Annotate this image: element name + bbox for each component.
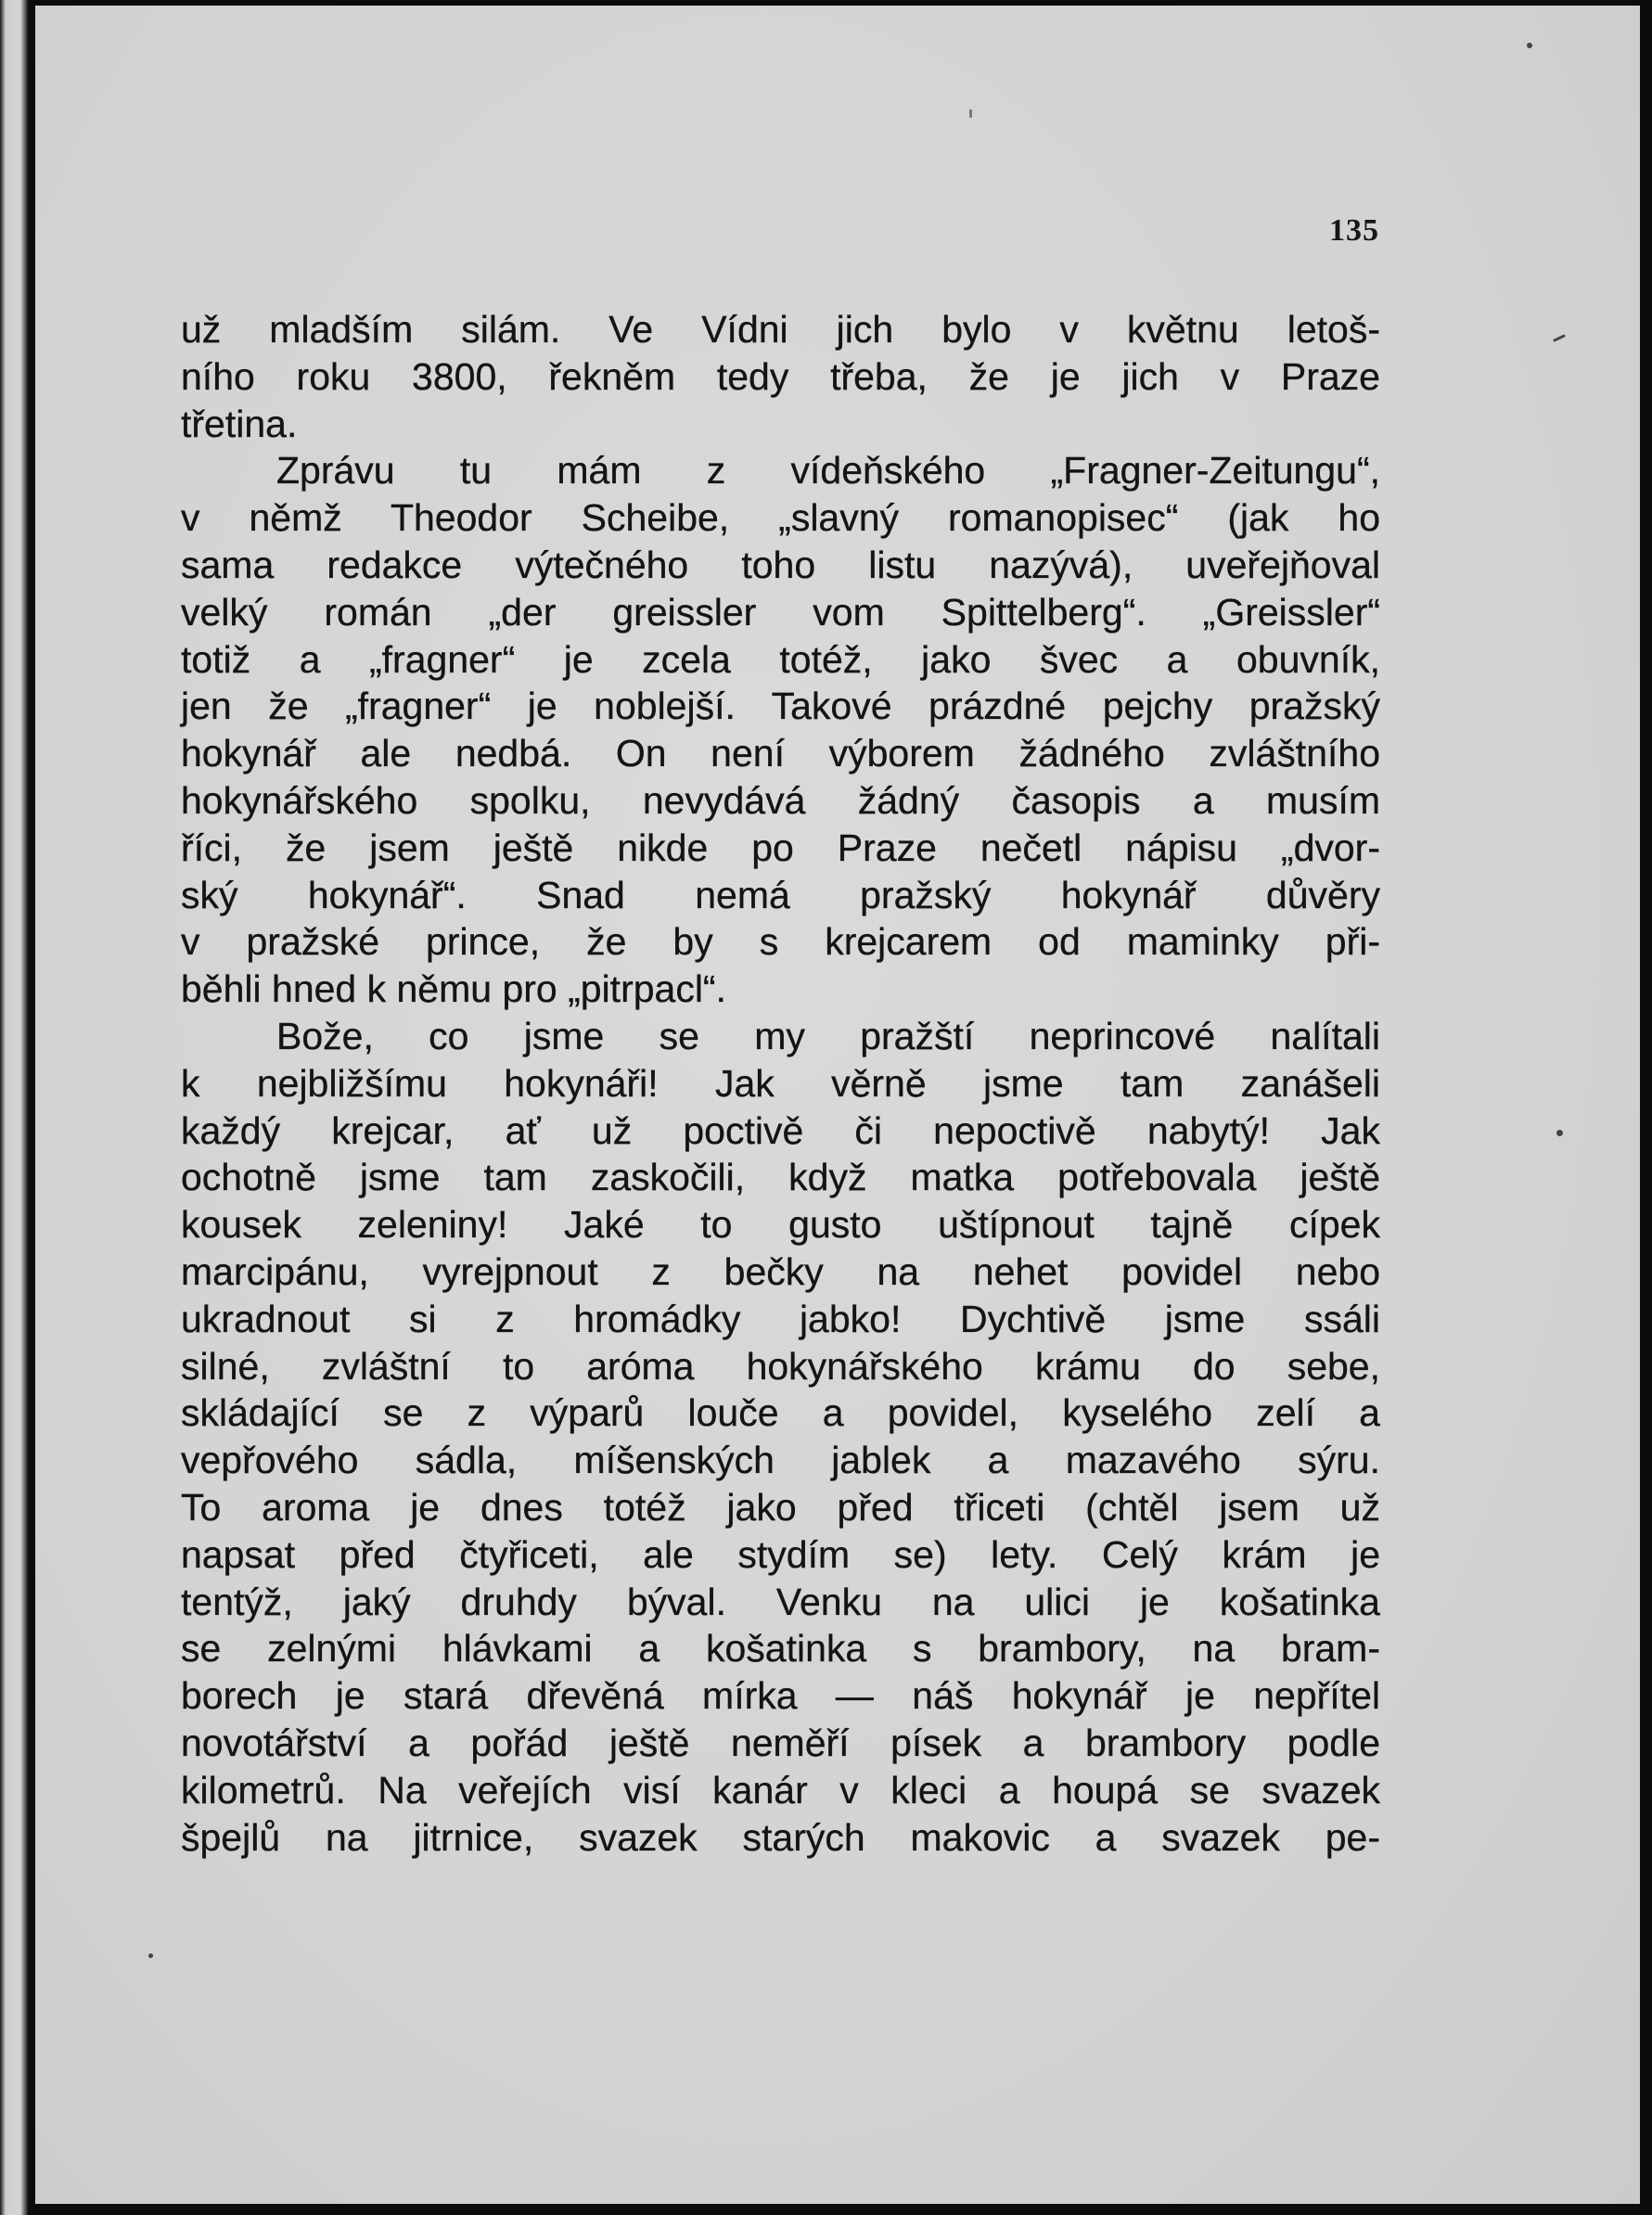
text-line: špejlů na jitrnice, svazek starých makovic a svazek pe- (181, 1815, 1380, 1859)
text-line: ský hokynář“. Snad nemá pražský hokynář důvěry (181, 873, 1380, 916)
page-number: 135 (1329, 213, 1379, 248)
paper-speck (1553, 334, 1566, 342)
book-page (35, 6, 1640, 2204)
text-line: každý krejcar, ať už poctivě či nepoctivě nabytý! Jak (181, 1108, 1380, 1152)
text-line: tentýž, jaký druhdy býval. Venku na ulici je košatinka (181, 1580, 1380, 1623)
text-line: sama redakce výtečného toho listu nazývá), uveřejňoval (181, 543, 1380, 586)
paper-speck (148, 1953, 153, 1958)
text-line: totiž a „fragner“ je zcela totéž, jako švec a obuvník, (181, 637, 1380, 681)
previous-page-edge (0, 0, 28, 2215)
text-line: Bože, co jsme se my pražští neprincové nalítali (276, 1014, 1380, 1057)
text-line: v pražské prince, že by s krejcarem od maminky při- (181, 920, 1380, 964)
paper-speck (1556, 1130, 1563, 1136)
text-line: borech je stará dřevěná mírka — náš hokynář je nepřítel (181, 1674, 1380, 1718)
text-line: vepřového sádla, míšenských jablek a mazavého sýru. (181, 1439, 1380, 1482)
text-line: třetina. (181, 402, 298, 445)
text-line: skládající se z výparů louče a povidel, kyselého zelí a (181, 1391, 1380, 1435)
text-line: napsat před čtyřiceti, ale stydím se) lety. Celý krám je (181, 1532, 1380, 1576)
text-line: velký román „der greissler vom Spittelberg“. „Greissler“ (181, 590, 1380, 634)
text-line: silné, zvláštní to aróma hokynářského krámu do sebe, (181, 1344, 1380, 1388)
text-line: ochotně jsme tam zaskočili, když matka potřebovala ještě (181, 1156, 1380, 1199)
text-line: marcipánu, vyrejpnout z bečky na nehet povidel nebo (181, 1249, 1380, 1293)
text-line: Zprávu tu mám z vídeňského „Fragner-Zeitungu“, (276, 449, 1380, 493)
text-line: kousek zeleniny! Jaké to gusto uštípnout tajně cípek (181, 1203, 1380, 1247)
paper-speck (1527, 43, 1532, 48)
text-line: v němž Theodor Scheibe, „slavný romanopisec“ (jak ho (181, 496, 1380, 540)
text-line: ukradnout si z hromádky jabko! Dychtivě jsme ssáli (181, 1297, 1380, 1340)
text-line: už mladším silám. Ve Vídni jich bylo v květnu letoš- (181, 308, 1380, 351)
text-line: kilometrů. Na veřejích visí kanár v kleci a houpá se svazek (181, 1768, 1380, 1812)
paper-speck (969, 109, 972, 118)
text-line: říci, že jsem ještě nikde po Praze nečetl nápisu „dvor- (181, 826, 1380, 869)
text-line: se zelnými hlávkami a košatinka s brambory, na bram- (181, 1627, 1380, 1671)
text-line: novotářství a pořád ještě neměří písek a brambory podle (181, 1721, 1380, 1764)
text-line: jen že „fragner“ je noblejší. Takové prázdné pejchy pražský (181, 685, 1380, 728)
text-line: k nejbližšímu hokynáři! Jak věrně jsme tam zanášeli (181, 1061, 1380, 1105)
text-line: ního roku 3800, řekněm tedy třeba, že je jich v Praze (181, 354, 1380, 398)
text-line: hokynářského spolku, nevydává žádný časopis a musím (181, 778, 1380, 822)
body-text (181, 306, 1380, 1861)
text-line: To aroma je dnes totéž jako před třiceti (chtěl jsem už (181, 1485, 1380, 1529)
text-line: běhli hned k němu pro „pitrpacl“. (181, 967, 726, 1011)
text-line: hokynář ale nedbá. On není výborem žádného zvláštního (181, 732, 1380, 775)
